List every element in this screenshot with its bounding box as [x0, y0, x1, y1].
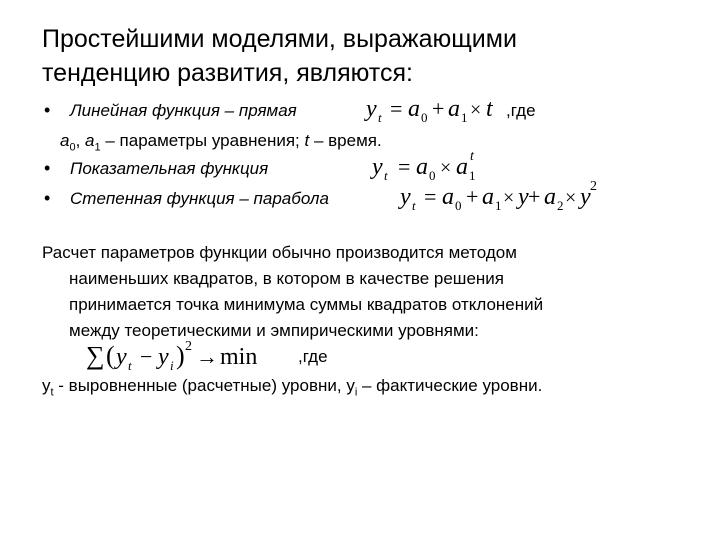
- formula-least-squares: [84, 338, 274, 374]
- formula-linear: [362, 92, 502, 128]
- formula-pow-a1: a: [482, 184, 494, 210]
- formula-pow-a2: a: [544, 184, 556, 210]
- formula-pow-t-2: y: [580, 184, 591, 210]
- params-t: t: [304, 131, 310, 150]
- formula-pow-square: 2: [590, 179, 597, 194]
- formula-ls-yt-sub: t: [128, 358, 132, 373]
- formula-exp-a1: a: [456, 154, 468, 180]
- formula-ls-lparen: (: [106, 341, 115, 370]
- formula-linear-y-sub: t: [378, 110, 382, 125]
- formula-pow-a2-sub: 2: [557, 198, 564, 213]
- paragraph-line-2: наименьших квадратов, в котором в качестве решения: [69, 269, 504, 288]
- param-a0: $a_0$: [60, 131, 76, 154]
- params-desc: – параметры уравнения;: [100, 131, 305, 150]
- formula-linear-a1-sub: 1: [461, 110, 468, 125]
- formula-pow-eq: =: [424, 184, 437, 209]
- paragraph-line-4: между теоретическими и эмпирическими уровнями:: [69, 321, 479, 340]
- formula-pow-a1-sub: 1: [495, 198, 502, 213]
- formula-linear-y: y: [366, 96, 377, 122]
- formula-pow-plus-2: +: [528, 184, 541, 209]
- formula-pow-a0: a: [442, 184, 454, 210]
- title-line-2: тенденцию развития, являются:: [42, 59, 413, 87]
- bullet-power-label: Степенная функция – парабола: [70, 189, 329, 208]
- paragraph: [42, 240, 543, 344]
- formula-power: [396, 178, 602, 214]
- formula-ls-minus: −: [140, 344, 153, 369]
- formula-exp-a0: a: [416, 154, 428, 180]
- bullet-exponential-label: Показательная функция: [70, 159, 269, 178]
- formula-ls-square: 2: [185, 339, 192, 354]
- formula-exp-y-sub: t: [384, 168, 388, 183]
- formula-exp-a1-sub: 1: [469, 168, 476, 183]
- formula-linear-t: t: [486, 96, 493, 122]
- params-desc2: – время.: [309, 131, 382, 150]
- formula-ls-yi-sub: i: [170, 358, 174, 373]
- formula-ls-min: min: [220, 344, 258, 370]
- formula-pow-y: y: [400, 184, 411, 210]
- footer-line: [42, 376, 542, 398]
- formula-ls-arrow: →: [196, 344, 218, 369]
- formula-pow-plus-1: +: [466, 184, 479, 209]
- formula-exp-times: ×: [440, 157, 452, 179]
- formula-pow-times-2: ×: [565, 187, 577, 209]
- formula-ls-yi: y: [158, 344, 169, 370]
- bullet-marker: •: [44, 100, 51, 120]
- footer-yi: $y_i$: [346, 376, 358, 399]
- formula-pow-t-1: y: [518, 184, 529, 210]
- formula-pow-times-1: ×: [503, 187, 515, 209]
- formula-exp-a0-sub: 0: [429, 168, 436, 183]
- formula-ls-sum: ∑: [86, 341, 105, 370]
- footer-yt: $y_t$: [42, 376, 54, 399]
- bullet-linear-label: Линейная функция – прямая: [70, 101, 297, 120]
- formula-exp-power: t: [470, 149, 474, 164]
- bullet-marker: •: [44, 158, 51, 178]
- linear-where: ,где: [506, 101, 536, 120]
- formula-linear-a0: a: [408, 96, 420, 122]
- formula-pow-a0-sub: 0: [455, 198, 462, 213]
- least-squares-where: ,где: [298, 347, 328, 366]
- formula-linear-plus: +: [432, 96, 445, 121]
- formula-ls-rparen: ): [176, 341, 185, 370]
- formula-linear-eq: =: [390, 96, 403, 121]
- bullet-marker: •: [44, 188, 51, 208]
- formula-pow-y-sub: t: [412, 198, 416, 213]
- params-sep: ,: [75, 131, 86, 150]
- formula-linear-a0-sub: 0: [421, 110, 428, 125]
- paragraph-line-3: принимается точка минимума суммы квадратов отклонений: [69, 295, 544, 314]
- formula-exp-y: y: [372, 154, 383, 180]
- title-line-1: Простейшими моделями, выражающими: [42, 25, 517, 53]
- param-a1: $a_1$: [85, 131, 101, 154]
- footer-text-1: - выровненные (расчетные) уровни,: [53, 376, 347, 395]
- formula-linear-times: ×: [470, 99, 482, 121]
- paragraph-line-1: Расчет параметров функции обычно производится методом: [42, 243, 517, 262]
- footer-text-2: – фактические уровни.: [357, 376, 543, 395]
- slide-title: [42, 22, 682, 90]
- params-line: [60, 131, 382, 153]
- formula-linear-a1: a: [448, 96, 460, 122]
- formula-ls-yt: y: [116, 344, 127, 370]
- formula-exp-eq: =: [398, 154, 411, 179]
